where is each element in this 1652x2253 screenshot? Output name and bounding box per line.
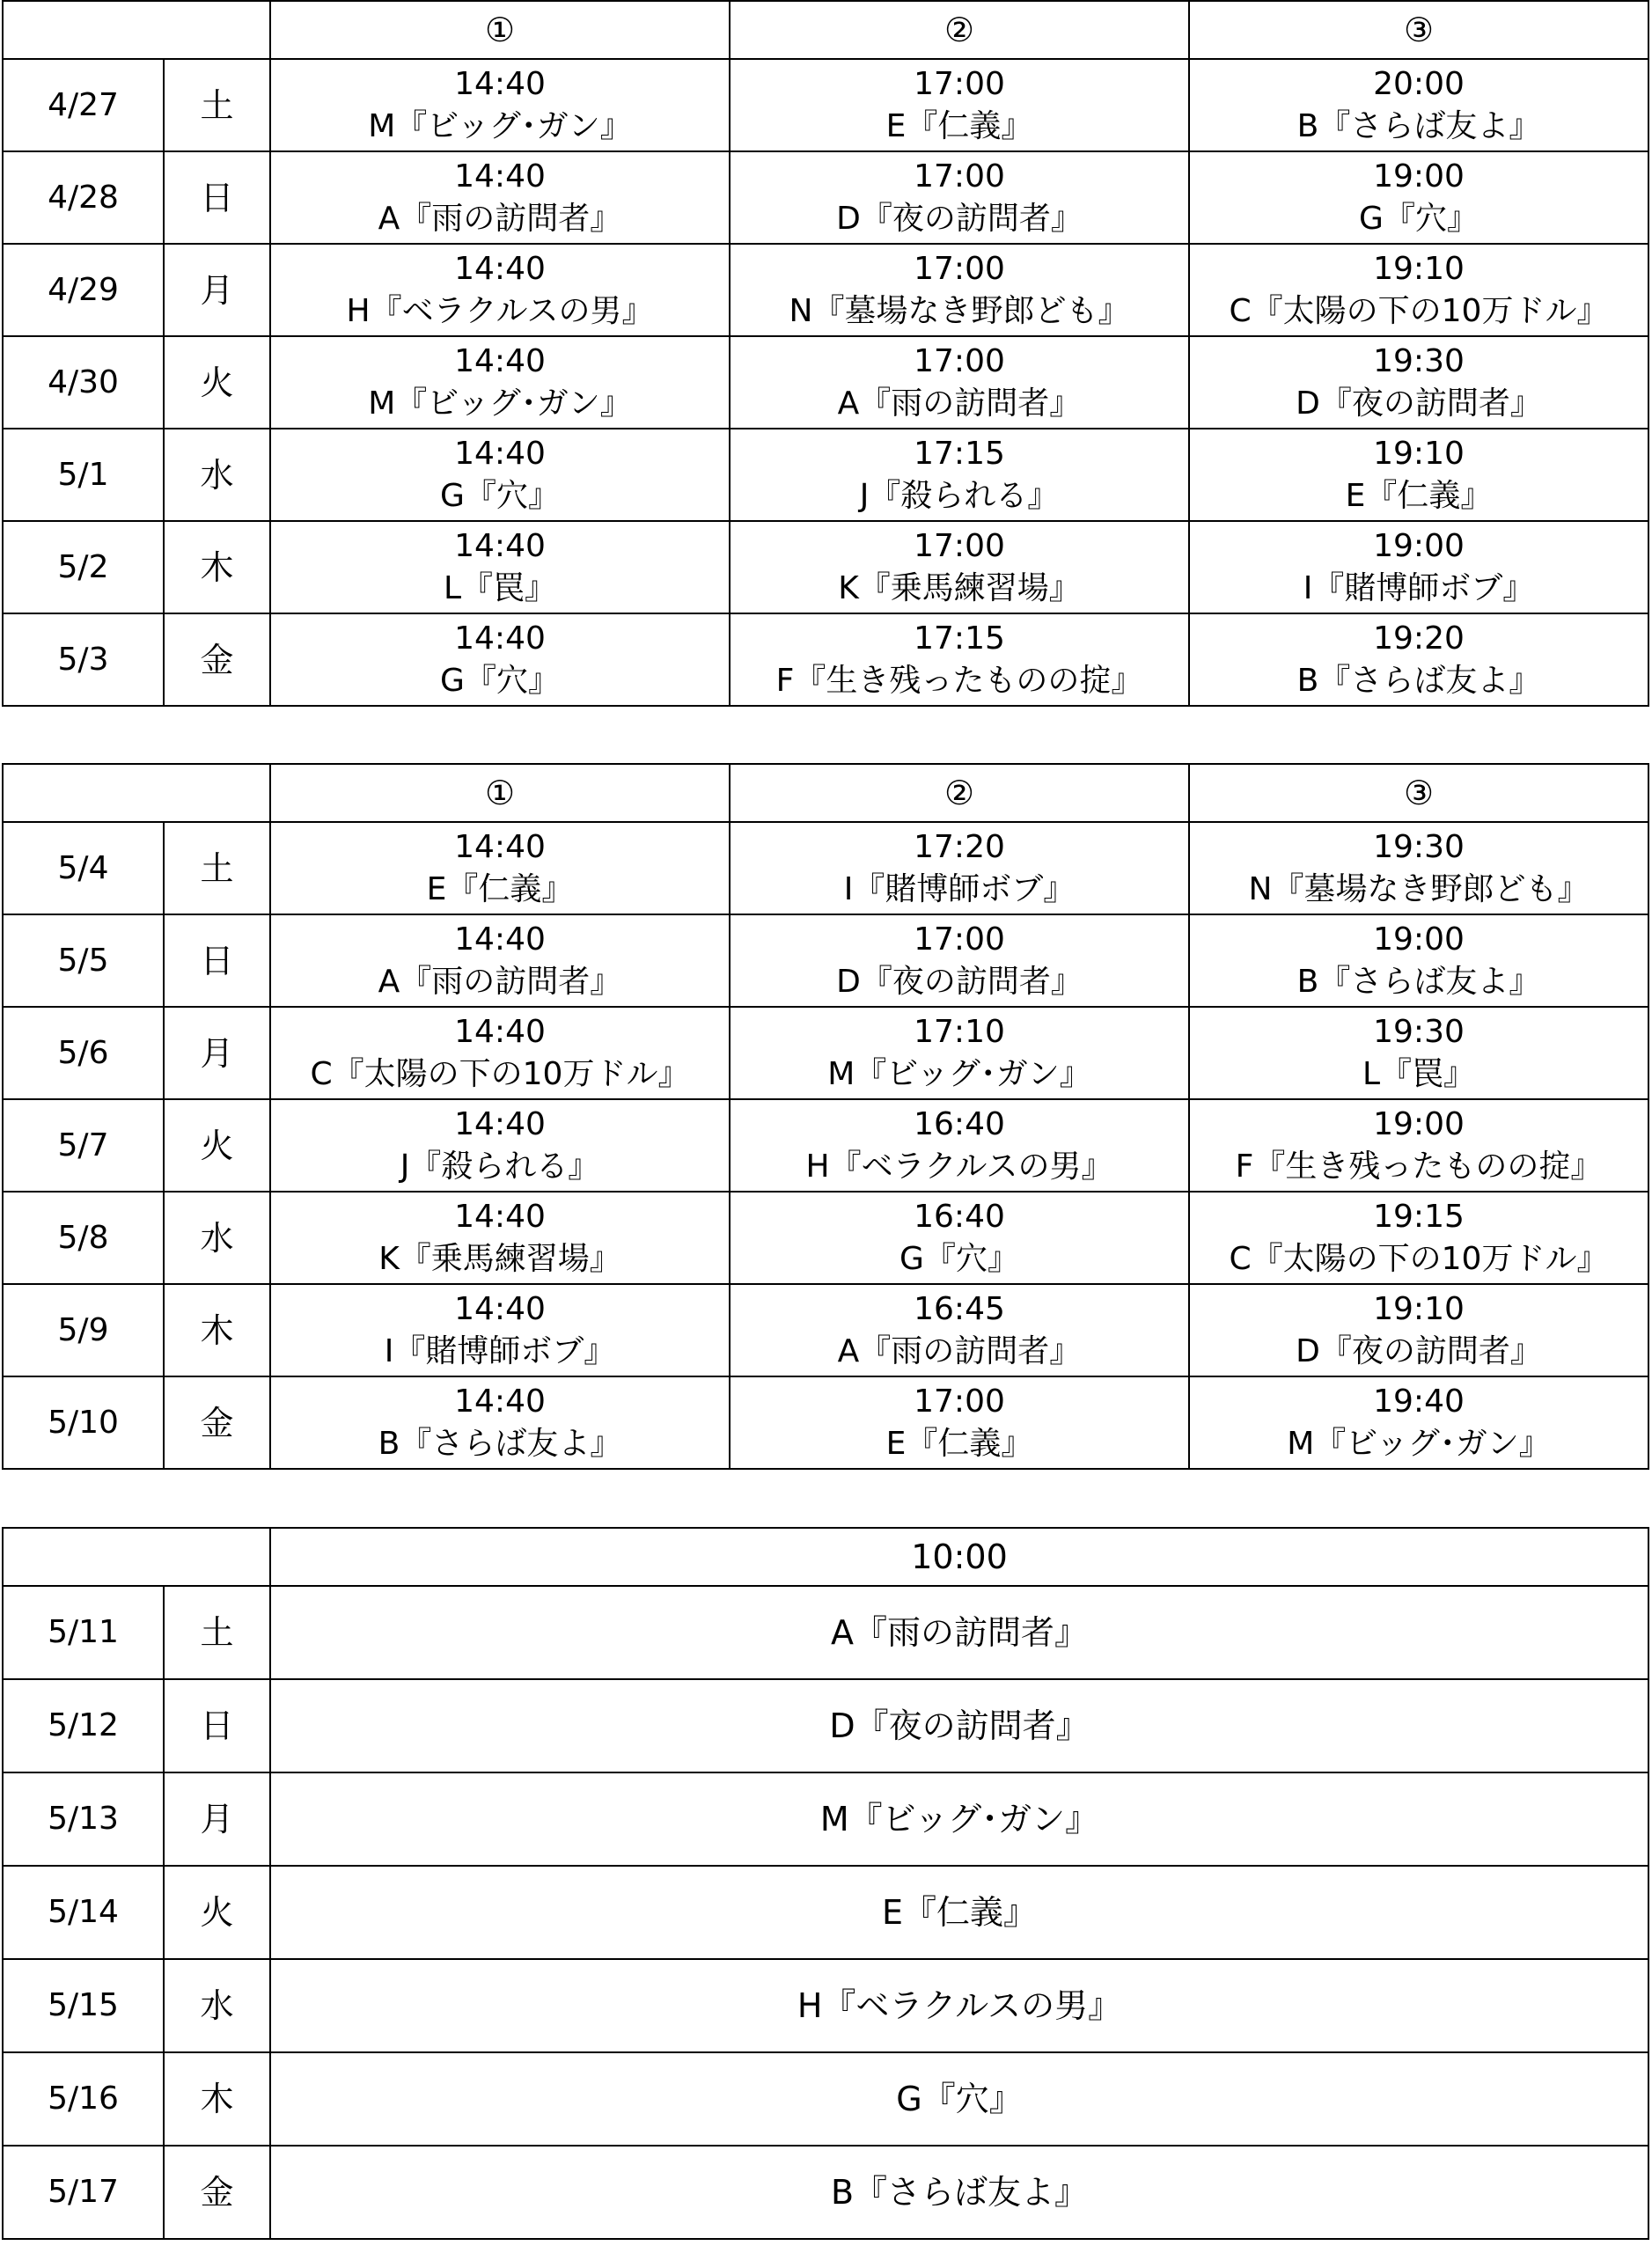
film-title: I『賭博師ボブ』	[843, 870, 1076, 907]
date-cell: 5/11	[3, 1586, 164, 1679]
screening-time: 19:20	[1373, 620, 1465, 657]
slot-header-3: ③	[1189, 764, 1648, 822]
date-cell: 5/7	[3, 1099, 164, 1192]
date-cell: 5/2	[3, 521, 164, 613]
slot-header-3: ③	[1189, 1, 1648, 59]
screening-slot	[730, 1376, 1189, 1469]
film-title: C『太陽の下の10万ドル』	[310, 1055, 690, 1092]
film-title: A『雨の訪問者』	[378, 963, 622, 1000]
screening-time: 16:40	[914, 1105, 1005, 1142]
screening-time: 17:10	[914, 1013, 1005, 1050]
day-of-week-cell: 金	[164, 1376, 270, 1469]
schedule-row	[3, 429, 1648, 521]
screening-time: 19:10	[1373, 250, 1465, 287]
film-title: E『仁義』	[426, 870, 574, 907]
screening-time: 19:15	[1373, 1198, 1465, 1235]
date-cell: 5/9	[3, 1284, 164, 1376]
screening-time: 17:00	[914, 158, 1005, 194]
screening-slot	[270, 59, 730, 151]
day-of-week-cell: 月	[164, 244, 270, 336]
slot-header-time: 10:00	[270, 1528, 1648, 1586]
screening-slot	[270, 244, 730, 336]
screening-slot	[1189, 822, 1648, 914]
film-title: E『仁義』	[885, 1425, 1033, 1462]
film-title: E『仁義』	[1345, 477, 1493, 514]
film-title: M『ビッグ･ガン』	[270, 1772, 1648, 1866]
day-of-week-cell: 日	[164, 914, 270, 1007]
screening-time: 20:00	[1373, 65, 1465, 102]
screening-slot	[1189, 429, 1648, 521]
screening-slot	[730, 151, 1189, 244]
day-of-week-cell: 日	[164, 1679, 270, 1772]
schedule-row	[3, 1007, 1648, 1099]
schedule-row	[3, 59, 1648, 151]
screening-time: 19:00	[1373, 527, 1465, 564]
film-title: D『夜の訪問者』	[836, 963, 1083, 1000]
date-cell: 5/6	[3, 1007, 164, 1099]
film-title: L『罠』	[1362, 1055, 1476, 1092]
screening-slot	[1189, 521, 1648, 613]
screening-slot	[730, 1007, 1189, 1099]
film-title: D『夜の訪問者』	[836, 200, 1083, 237]
film-title: D『夜の訪問者』	[270, 1679, 1648, 1772]
screening-slot	[270, 151, 730, 244]
screening-slot	[730, 59, 1189, 151]
date-cell: 5/3	[3, 613, 164, 706]
screening-time: 19:10	[1373, 1290, 1465, 1327]
date-cell: 4/27	[3, 59, 164, 151]
film-title: B『さらば友よ』	[378, 1425, 622, 1462]
film-title: F『生き残ったものの掟』	[775, 662, 1143, 699]
day-of-week-cell: 土	[164, 822, 270, 914]
date-cell: 5/5	[3, 914, 164, 1007]
film-title: J『殺られる』	[400, 1148, 600, 1185]
header-row	[3, 1, 1648, 59]
screening-time: 17:00	[914, 65, 1005, 102]
screening-slot	[270, 521, 730, 613]
schedule-row	[3, 1959, 1648, 2052]
film-title: B『さらば友よ』	[1296, 662, 1541, 699]
film-title: A『雨の訪問者』	[837, 385, 1082, 422]
screening-slot	[270, 1376, 730, 1469]
film-title: F『生き残ったものの掟』	[1235, 1148, 1603, 1185]
screening-slot	[730, 429, 1189, 521]
screening-time: 16:45	[914, 1290, 1005, 1327]
film-title: H『ベラクルスの男』	[805, 1148, 1113, 1185]
screening-time: 14:40	[454, 1383, 546, 1420]
day-of-week-cell: 月	[164, 1772, 270, 1866]
screening-slot	[1189, 613, 1648, 706]
date-cell: 5/14	[3, 1866, 164, 1959]
film-title: I『賭博師ボブ』	[1303, 569, 1535, 606]
schedule-table-week2	[2, 763, 1649, 1470]
film-title: G『穴』	[1359, 200, 1479, 237]
schedule-row	[3, 1099, 1648, 1192]
schedule-row	[3, 1772, 1648, 1866]
day-of-week-cell: 土	[164, 1586, 270, 1679]
day-of-week-cell: 水	[164, 429, 270, 521]
screening-slot	[730, 1284, 1189, 1376]
schedule-row	[3, 2052, 1648, 2146]
film-title: B『さらば友よ』	[1296, 107, 1541, 144]
date-cell: 5/8	[3, 1192, 164, 1284]
film-title: K『乗馬練習場』	[378, 1240, 621, 1277]
day-of-week-cell: 木	[164, 2052, 270, 2146]
screening-slot	[730, 1192, 1189, 1284]
screening-slot	[1189, 1284, 1648, 1376]
schedule-row	[3, 1679, 1648, 1772]
screening-slot	[730, 1099, 1189, 1192]
screening-slot	[730, 914, 1189, 1007]
screening-time: 14:40	[454, 1198, 546, 1235]
date-cell: 5/15	[3, 1959, 164, 2052]
film-title: G『穴』	[270, 2052, 1648, 2146]
screening-time: 17:00	[914, 342, 1005, 379]
header-blank-cell	[3, 1, 270, 59]
schedule-row	[3, 151, 1648, 244]
film-title: M『ビッグ･ガン』	[368, 385, 632, 422]
screening-slot	[270, 1192, 730, 1284]
date-cell: 5/17	[3, 2146, 164, 2239]
screening-slot	[1189, 244, 1648, 336]
film-title: C『太陽の下の10万ドル』	[1229, 1240, 1609, 1277]
screening-time: 16:40	[914, 1198, 1005, 1235]
film-title: B『さらば友よ』	[1296, 963, 1541, 1000]
schedule-table-week3	[2, 1527, 1649, 2240]
header-blank-cell	[3, 1528, 270, 1586]
schedule-row	[3, 244, 1648, 336]
schedule-row	[3, 613, 1648, 706]
screening-time: 19:30	[1373, 828, 1465, 865]
screening-time: 14:40	[454, 65, 546, 102]
screening-time: 19:00	[1373, 921, 1465, 958]
day-of-week-cell: 火	[164, 1099, 270, 1192]
schedule-row	[3, 1376, 1648, 1469]
slot-header-1: ①	[270, 764, 730, 822]
screening-time: 14:40	[454, 1290, 546, 1327]
screening-slot	[270, 336, 730, 429]
header-blank-cell	[3, 764, 270, 822]
schedule-row	[3, 1866, 1648, 1959]
screening-time: 17:15	[914, 435, 1005, 472]
screening-slot	[730, 613, 1189, 706]
date-cell: 5/1	[3, 429, 164, 521]
screening-time: 17:00	[914, 250, 1005, 287]
screening-time: 17:15	[914, 620, 1005, 657]
screening-slot	[730, 521, 1189, 613]
schedule-row	[3, 914, 1648, 1007]
film-title: E『仁義』	[270, 1866, 1648, 1959]
film-title: D『夜の訪問者』	[1296, 385, 1542, 422]
film-title: M『ビッグ･ガン』	[1287, 1425, 1551, 1462]
film-title: J『殺られる』	[859, 477, 1060, 514]
film-title: H『ベラクルスの男』	[346, 292, 654, 329]
film-title: N『墓場なき野郎ども』	[1248, 870, 1590, 907]
header-row	[3, 764, 1648, 822]
header-row	[3, 1528, 1648, 1586]
film-title: E『仁義』	[885, 107, 1033, 144]
film-title: H『ベラクルスの男』	[270, 1959, 1648, 2052]
schedule-row	[3, 1284, 1648, 1376]
screening-slot	[730, 336, 1189, 429]
screening-time: 14:40	[454, 527, 546, 564]
screening-time: 19:30	[1373, 342, 1465, 379]
film-title: M『ビッグ･ガン』	[368, 107, 632, 144]
film-title: L『罠』	[443, 569, 557, 606]
day-of-week-cell: 木	[164, 521, 270, 613]
day-of-week-cell: 木	[164, 1284, 270, 1376]
date-cell: 5/10	[3, 1376, 164, 1469]
film-title: G『穴』	[440, 477, 560, 514]
film-title: G『穴』	[440, 662, 560, 699]
date-cell: 5/16	[3, 2052, 164, 2146]
screening-time: 14:40	[454, 435, 546, 472]
screening-time: 14:40	[454, 1013, 546, 1050]
date-cell: 4/29	[3, 244, 164, 336]
screening-time: 19:40	[1373, 1383, 1465, 1420]
day-of-week-cell: 月	[164, 1007, 270, 1099]
screening-slot	[1189, 59, 1648, 151]
film-title: A『雨の訪問者』	[837, 1332, 1082, 1369]
schedule-row	[3, 1586, 1648, 1679]
screening-time: 17:00	[914, 527, 1005, 564]
screening-slot	[1189, 336, 1648, 429]
screening-slot	[1189, 1099, 1648, 1192]
screening-slot	[270, 429, 730, 521]
schedule-row	[3, 2146, 1648, 2239]
screening-slot	[1189, 1192, 1648, 1284]
screening-time: 19:30	[1373, 1013, 1465, 1050]
screening-time: 17:00	[914, 1383, 1005, 1420]
screening-slot	[1189, 914, 1648, 1007]
screening-time: 14:40	[454, 828, 546, 865]
screening-time: 14:40	[454, 921, 546, 958]
screening-time: 17:00	[914, 921, 1005, 958]
schedule-table-week1	[2, 0, 1649, 707]
screening-time: 14:40	[454, 158, 546, 194]
film-title: N『墓場なき野郎ども』	[789, 292, 1130, 329]
screening-time: 17:20	[914, 828, 1005, 865]
film-title: A『雨の訪問者』	[270, 1586, 1648, 1679]
day-of-week-cell: 日	[164, 151, 270, 244]
film-title: D『夜の訪問者』	[1296, 1332, 1542, 1369]
slot-header-2: ②	[730, 1, 1189, 59]
date-cell: 4/30	[3, 336, 164, 429]
screening-slot	[270, 914, 730, 1007]
screening-time: 14:40	[454, 250, 546, 287]
day-of-week-cell: 火	[164, 1866, 270, 1959]
film-title: C『太陽の下の10万ドル』	[1229, 292, 1609, 329]
date-cell: 4/28	[3, 151, 164, 244]
film-title: M『ビッグ･ガン』	[827, 1055, 1091, 1092]
schedule-row	[3, 336, 1648, 429]
screening-time: 14:40	[454, 620, 546, 657]
slot-header-2: ②	[730, 764, 1189, 822]
film-title: I『賭博師ボブ』	[384, 1332, 616, 1369]
day-of-week-cell: 火	[164, 336, 270, 429]
day-of-week-cell: 水	[164, 1959, 270, 2052]
date-cell: 5/13	[3, 1772, 164, 1866]
screening-slot	[270, 822, 730, 914]
schedule-row	[3, 1192, 1648, 1284]
screening-time: 19:00	[1373, 1105, 1465, 1142]
film-title: B『さらば友よ』	[270, 2146, 1648, 2239]
screening-slot	[1189, 151, 1648, 244]
schedule-row	[3, 521, 1648, 613]
screening-slot	[270, 613, 730, 706]
film-title: A『雨の訪問者』	[378, 200, 622, 237]
screening-slot	[1189, 1376, 1648, 1469]
screening-slot	[1189, 1007, 1648, 1099]
date-cell: 5/4	[3, 822, 164, 914]
day-of-week-cell: 土	[164, 59, 270, 151]
schedule-row	[3, 822, 1648, 914]
day-of-week-cell: 金	[164, 613, 270, 706]
screening-slot	[270, 1099, 730, 1192]
film-title: G『穴』	[899, 1240, 1019, 1277]
film-title: K『乗馬練習場』	[838, 569, 1081, 606]
screening-slot	[730, 822, 1189, 914]
screening-time: 14:40	[454, 1105, 546, 1142]
screening-time: 14:40	[454, 342, 546, 379]
day-of-week-cell: 水	[164, 1192, 270, 1284]
day-of-week-cell: 金	[164, 2146, 270, 2239]
date-cell: 5/12	[3, 1679, 164, 1772]
screening-slot	[270, 1284, 730, 1376]
screening-time: 19:00	[1373, 158, 1465, 194]
screening-slot	[730, 244, 1189, 336]
screening-time: 19:10	[1373, 435, 1465, 472]
screening-slot	[270, 1007, 730, 1099]
slot-header-1: ①	[270, 1, 730, 59]
